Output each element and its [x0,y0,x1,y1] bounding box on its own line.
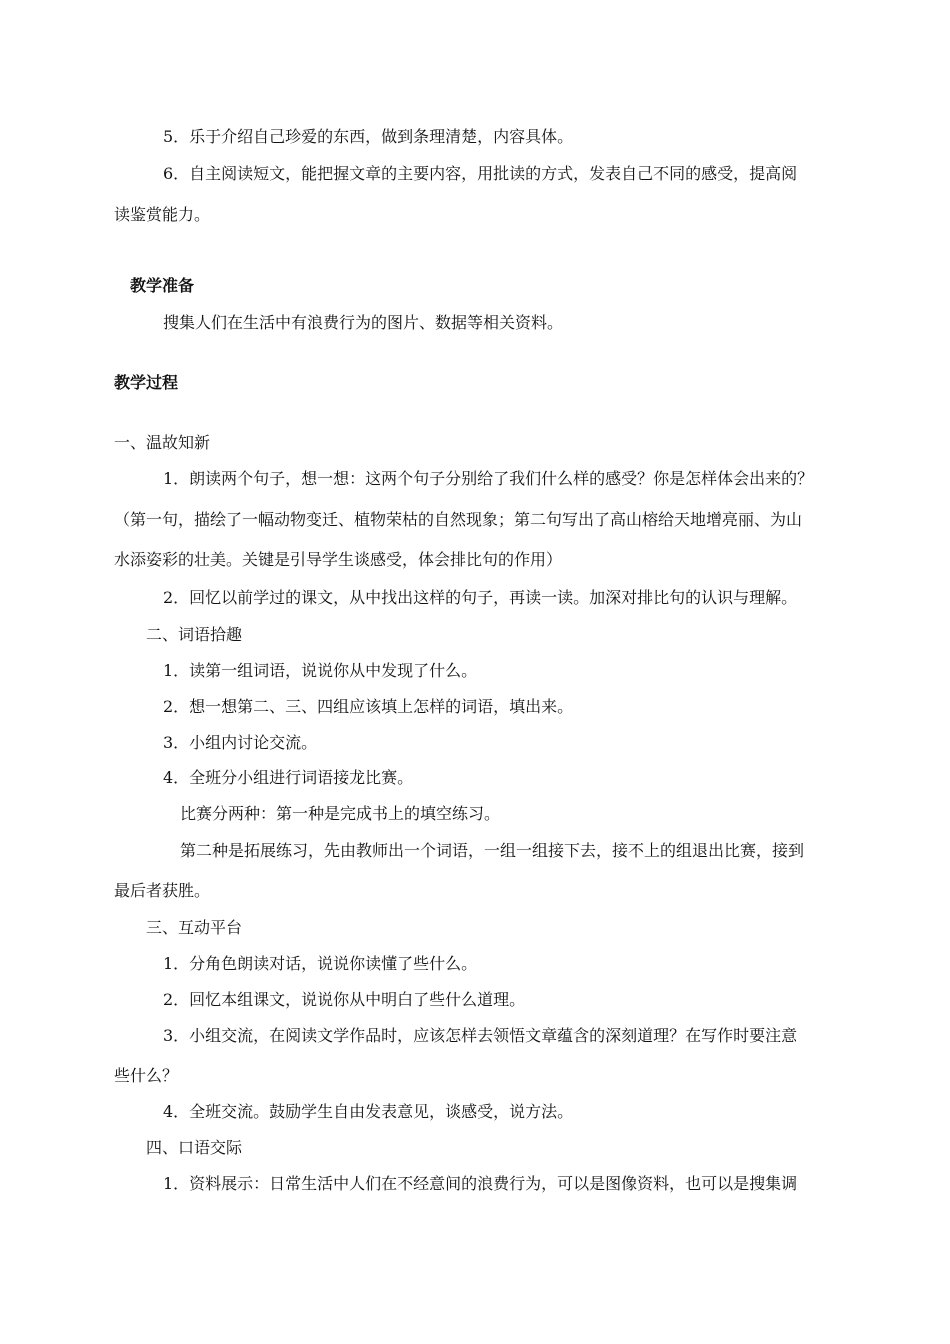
section1-item2: 2．回忆以前学过的课文，从中找出这样的句子，再读一读。加深对排比句的认识与理解。 [163,588,798,607]
objective-item-6-line1: 6．自主阅读短文，能把握文章的主要内容，用批读的方式，发表自己不同的感受，提高阅 [163,164,798,183]
process-heading: 教学过程 [114,373,179,392]
section3-item2: 2．回忆本组课文，说说你从中明白了些什么道理。 [163,990,526,1009]
section3-item1: 1．分角色朗读对话，说说你读懂了些什么。 [163,954,478,973]
section4-item1-line1: 1．资料展示：日常生活中人们在不经意间的浪费行为，可以是图像资料，也可以是搜集调 [163,1174,798,1193]
section2-title: 二、词语拾趣 [146,625,243,644]
objective-item-5: 5．乐于介绍自己珍爱的东西，做到条理清楚，内容具体。 [163,127,574,146]
preparation-text: 搜集人们在生活中有浪费行为的图片、数据等相关资料。 [163,313,564,332]
section3-item3-line1: 3．小组交流，在阅读文学作品时，应该怎样去领悟文章蕴含的深刻道理？在写作时要注意 [163,1026,798,1045]
section2-note1: 比赛分两种：第一种是完成书上的填空练习。 [180,804,501,823]
section3-item3-line2: 些什么？ [114,1066,179,1085]
section1-item1-line3: 水添姿彩的壮美。关键是引导学生谈感受，体会排比句的作用） [114,550,563,569]
section2-item1: 1．读第一组词语，说说你从中发现了什么。 [163,661,478,680]
section1-title: 一、温故知新 [114,433,211,452]
section1-item1-line1: 1．朗读两个句子，想一想：这两个句子分别给了我们什么样的感受？你是怎样体会出来的？ [163,469,814,488]
section2-item4: 4．全班分小组进行词语接龙比赛。 [163,768,414,787]
section2-note2-line1: 第二种是拓展练习，先由教师出一个词语，一组一组接下去，接不上的组退出比赛，接到 [180,841,805,860]
section2-item3: 3．小组内讨论交流。 [163,733,318,752]
section4-title: 四、口语交际 [146,1138,243,1157]
section3-title: 三、互动平台 [146,918,243,937]
section1-item1-line2: （第一句，描绘了一幅动物变迁、植物荣枯的自然现象；第二句写出了高山榕给天地增亮丽、为山 [114,510,803,529]
section2-item2: 2．想一想第二、三、四组应该填上怎样的词语，填出来。 [163,697,574,716]
objective-item-6-line2: 读鉴赏能力。 [114,205,211,224]
section2-note2-line2: 最后者获胜。 [114,881,211,900]
section3-item4: 4．全班交流。鼓励学生自由发表意见，谈感受，说方法。 [163,1102,574,1121]
preparation-heading: 教学准备 [130,276,195,295]
